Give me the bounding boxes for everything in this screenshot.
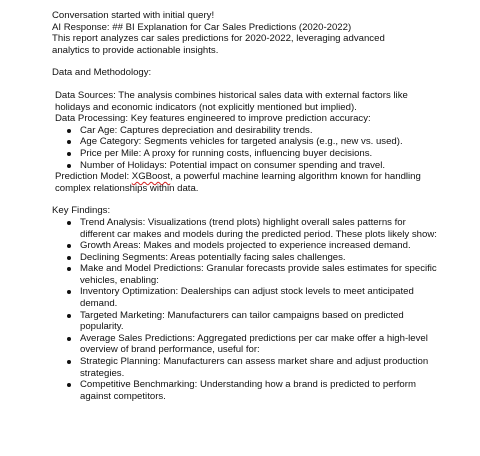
finding-item bbox=[52, 356, 440, 379]
bullet-icon bbox=[67, 290, 71, 294]
feature-text: Car Age: Captures depreciation and desirability trends. bbox=[80, 124, 313, 136]
bullet-icon bbox=[67, 337, 71, 341]
feature-item bbox=[52, 136, 440, 148]
bullet-icon bbox=[67, 314, 71, 318]
model-name: XGBoost bbox=[131, 171, 171, 183]
bullet-icon bbox=[67, 256, 71, 260]
finding-item bbox=[52, 240, 440, 252]
finding-item bbox=[52, 333, 440, 356]
finding-item bbox=[52, 310, 440, 333]
bullet-icon bbox=[67, 152, 71, 156]
data-processing-line: Data Processing: Key features engineered to improve prediction accuracy: bbox=[55, 113, 371, 125]
feature-item bbox=[52, 148, 440, 160]
finding-text: Make and Model Predictions: Granular forecasts provide sales estimates for specific vehicles, enabling: bbox=[80, 263, 437, 286]
finding-text: Declining Segments: Areas potentially facing sales challenges. bbox=[80, 251, 346, 263]
bullet-icon bbox=[67, 383, 71, 387]
model-prefix: Prediction Model: bbox=[55, 171, 132, 183]
bullet-icon bbox=[67, 244, 71, 248]
finding-text: Strategic Planning: Manufacturers can assess market share and adjust production strategies. bbox=[80, 356, 429, 379]
finding-text: Average Sales Predictions: Aggregated predictions per car make offer a high-level overview of brand performance, useful for: bbox=[80, 332, 428, 356]
prediction-model-paragraph bbox=[52, 171, 425, 194]
feature-text: Age Category: Segments vehicles for targeted analysis (e.g., new vs. used). bbox=[80, 136, 403, 148]
bullet-icon bbox=[67, 267, 71, 271]
bullet-icon bbox=[67, 360, 71, 364]
finding-item bbox=[52, 286, 440, 309]
data-sources-paragraph: Data Sources: The analysis combines historical sales data with external factors like holidays and economic indicators (not explicitly mentioned but implied). bbox=[55, 89, 408, 113]
finding-item bbox=[52, 263, 440, 286]
feature-item bbox=[52, 160, 440, 172]
finding-text: Growth Areas: Makes and models projected to experience increased demand. bbox=[80, 240, 411, 252]
feature-text: Number of Holidays: Potential impact on consumer spending and travel. bbox=[80, 159, 386, 171]
finding-text: Inventory Optimization: Dealerships can adjust stock levels to meet anticipated demand. bbox=[80, 286, 414, 310]
finding-item bbox=[52, 379, 440, 402]
bullet-icon bbox=[67, 140, 71, 144]
bullet-icon bbox=[67, 164, 71, 168]
methodology-heading: Data and Methodology: bbox=[52, 67, 152, 79]
finding-text: Targeted Marketing: Manufacturers can tailor campaigns based on predicted popularity. bbox=[80, 309, 404, 333]
finding-text: Trend Analysis: Visualizations (trend plots) highlight overall sales patterns for different car makes and models during the predicted period. These plots likely show: bbox=[80, 216, 437, 240]
model-suffix: , a powerful machine learning algorithm known for handling complex relationships within data. bbox=[55, 171, 421, 194]
conversation-status: Conversation started with initial query! bbox=[52, 10, 215, 21]
feature-text: Price per Mile: A proxy for running costs, influencing buyer decisions. bbox=[80, 147, 373, 159]
findings-heading: Key Findings: bbox=[52, 205, 111, 217]
report-intro: This report analyzes car sales predictions for 2020-2022, leveraging advanced analytics to provide actionable insights. bbox=[52, 33, 385, 56]
ai-response-title: AI Response: ## BI Explanation for Car Sales Predictions (2020-2022) bbox=[52, 21, 352, 33]
bullet-icon bbox=[67, 129, 71, 133]
finding-item bbox=[52, 252, 440, 264]
feature-item bbox=[52, 125, 440, 137]
finding-text: Competitive Benchmarking: Understanding how a brand is predicted to perform against competitors. bbox=[80, 379, 416, 402]
finding-item bbox=[52, 217, 440, 240]
bullet-icon bbox=[67, 221, 71, 225]
